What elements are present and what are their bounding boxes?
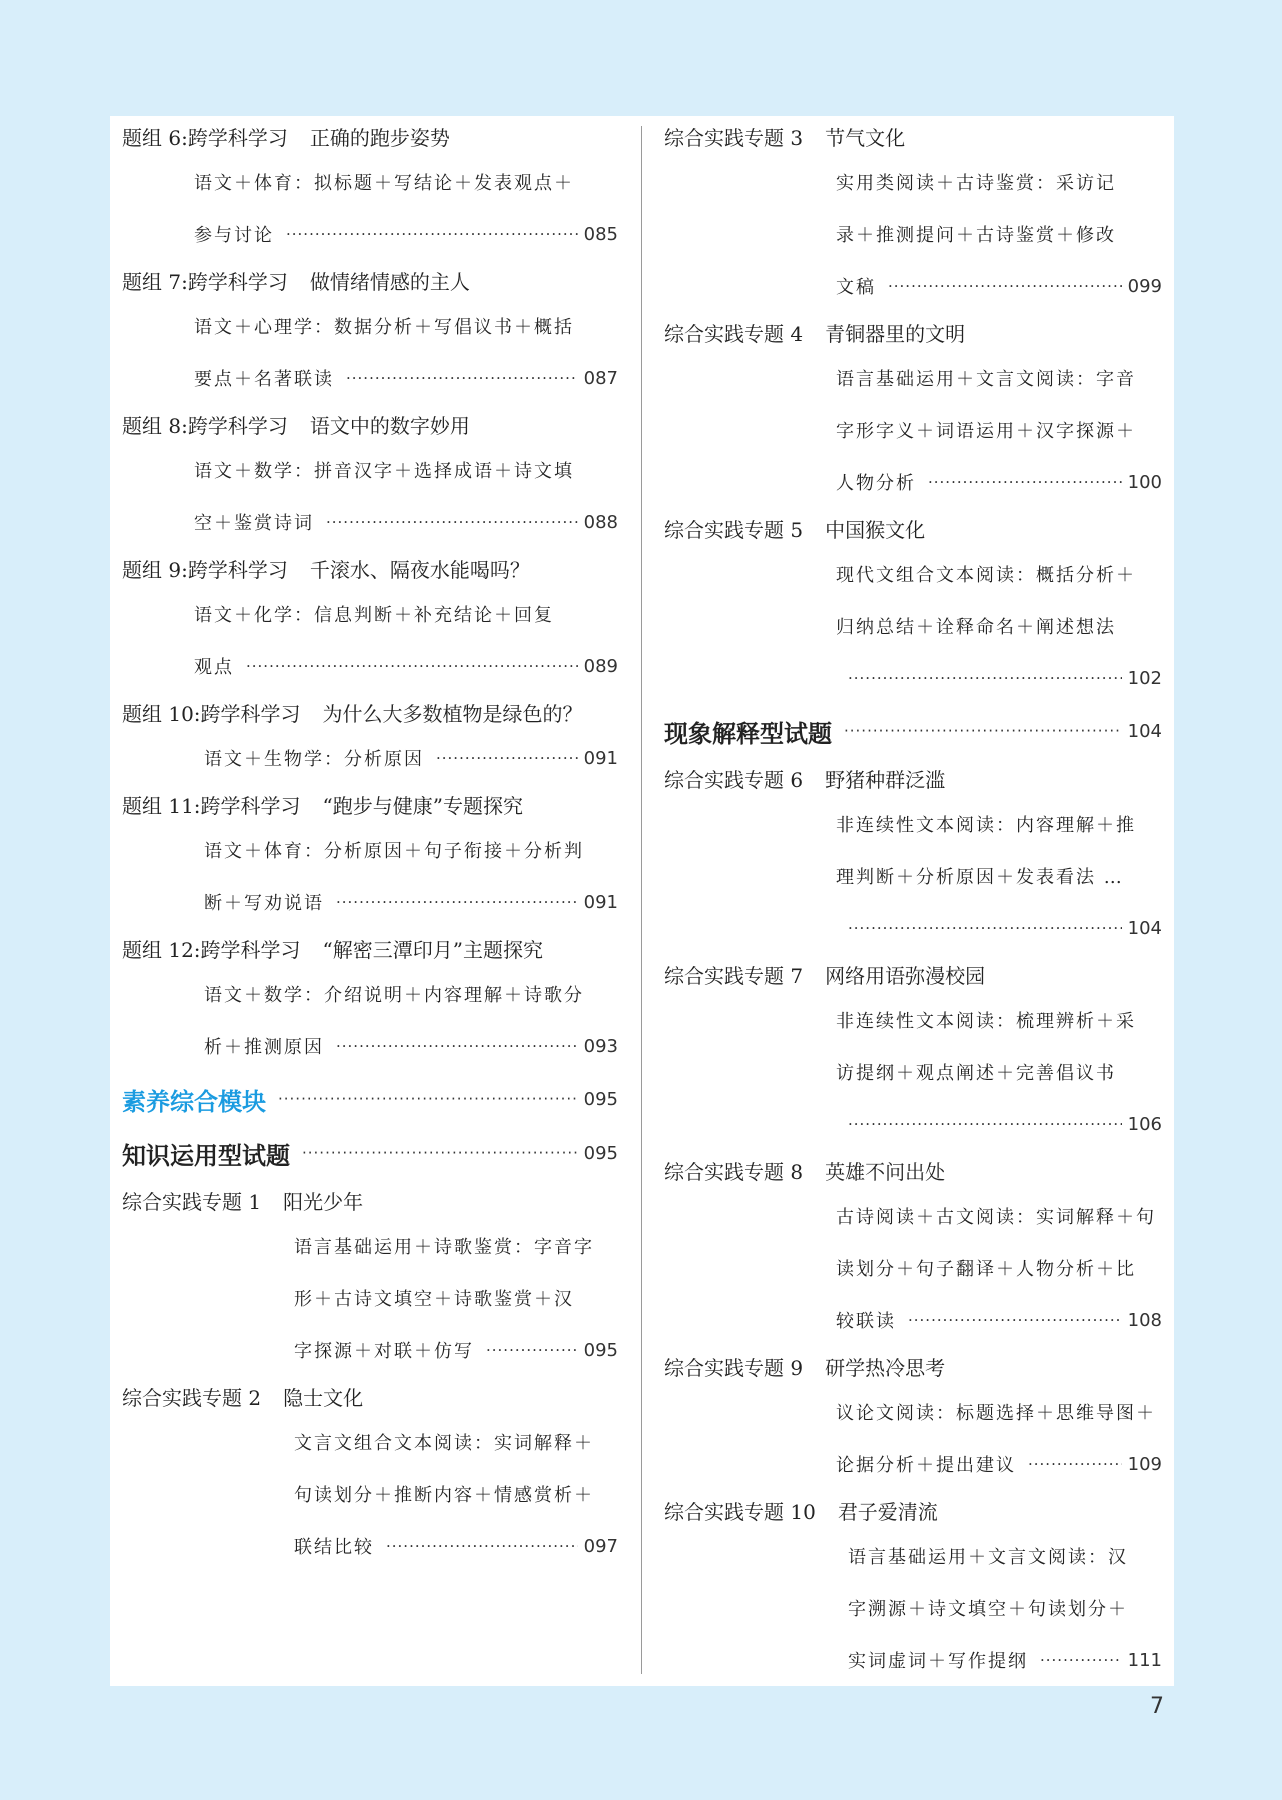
detail-text: 访提纲＋观点阐述＋完善倡议书 (836, 1063, 1116, 1084)
entry-title: 综合实践专题 3 (664, 125, 804, 150)
entry-subtitle: 节气文化 (825, 125, 906, 150)
page-ref: 104 (1127, 917, 1162, 939)
entry-heading (664, 954, 1162, 994)
entry-heading (664, 1346, 1162, 1386)
entry-heading (664, 1490, 1162, 1530)
page-ref: 100 (1127, 471, 1162, 493)
entry-detail (122, 824, 618, 928)
right-column (664, 116, 1162, 1686)
section-heading (122, 1126, 618, 1180)
detail-line (204, 876, 618, 928)
detail-line (836, 902, 1162, 954)
entry-subtitle: 网络用语弥漫校园 (825, 963, 986, 988)
entry-title: 综合实践专题 5 (664, 517, 804, 542)
page-ref: 104 (1127, 720, 1162, 742)
detail-text: 语文＋化学：信息判断＋补充结论＋回复 (194, 605, 554, 626)
entry-subtitle: 英雄不问出处 (825, 1159, 946, 1184)
entry-heading (664, 758, 1162, 798)
page-number: 7 (1150, 1694, 1164, 1719)
page-ref: 093 (583, 1035, 618, 1057)
entry-subtitle: 青铜器里的文明 (825, 321, 966, 346)
detail-text: 语文＋数学：拼音汉字＋选择成语＋诗文填 (194, 461, 574, 482)
detail-text: 语言基础运用＋文言文阅读：字音 (836, 369, 1136, 390)
entry-title: 综合实践专题 10 (664, 1499, 816, 1524)
dot-leader (486, 1341, 578, 1359)
detail-line (836, 850, 1162, 902)
detail-text: 非连续性文本阅读：梳理辨析＋采 (836, 1011, 1136, 1032)
entry-title: 题组 12:跨学科学习 (122, 937, 301, 962)
detail-text: 语文＋数学：介绍说明＋内容理解＋诗歌分 (204, 985, 584, 1006)
entry-subtitle: 千滚水、隔夜水能喝吗？ (309, 557, 530, 582)
detail-text: 参与讨论 (194, 225, 274, 246)
entry-heading (122, 692, 618, 732)
detail-line (294, 1324, 618, 1376)
dot-leader (848, 1115, 1122, 1133)
entry-heading (664, 508, 1162, 548)
dot-leader (844, 722, 1122, 740)
entry-title: 综合实践专题 1 (122, 1189, 262, 1214)
dot-leader (302, 1144, 578, 1162)
detail-line (848, 1634, 1162, 1686)
entry-title: 综合实践专题 9 (664, 1355, 804, 1380)
detail-text: 联结比较 (294, 1537, 374, 1558)
toc-entry (664, 758, 1162, 954)
page-ref: 095 (583, 1142, 618, 1164)
entry-subtitle: 君子爱清流 (837, 1499, 938, 1524)
detail-line (836, 1294, 1162, 1346)
detail-text: 现代文组合文本阅读：概括分析＋ (836, 565, 1136, 586)
dot-leader (1040, 1651, 1122, 1669)
detail-line (836, 548, 1162, 600)
detail-text: 观点 (194, 657, 234, 678)
entry-heading (664, 312, 1162, 352)
detail-text: 要点＋名著联读 (194, 369, 334, 390)
entry-subtitle: 隐士文化 (283, 1385, 364, 1410)
toc-entry (664, 1490, 1162, 1686)
entry-title: 题组 10:跨学科学习 (122, 701, 301, 726)
dot-leader (346, 369, 578, 387)
detail-line (836, 352, 1162, 404)
detail-line (836, 404, 1162, 456)
entry-detail (122, 444, 618, 548)
entry-heading (664, 116, 1162, 156)
toc-entry (664, 508, 1162, 704)
detail-text: 文稿 (836, 277, 876, 298)
entry-detail (664, 548, 1162, 704)
detail-line (204, 732, 618, 784)
page-ref: 108 (1127, 1309, 1162, 1331)
entry-heading (122, 784, 618, 824)
detail-text: 人物分析 (836, 473, 916, 494)
toc-entry (122, 260, 618, 404)
detail-text: 归纳总结＋诠释命名＋阐述想法 (836, 617, 1116, 638)
entry-detail (664, 352, 1162, 508)
detail-text: 析＋推测原因 (204, 1037, 324, 1058)
entry-title: 综合实践专题 2 (122, 1385, 262, 1410)
entry-title: 综合实践专题 6 (664, 767, 804, 792)
detail-text: 读划分＋句子翻译＋人物分析＋比 (836, 1259, 1136, 1280)
detail-line (836, 1046, 1162, 1098)
dot-leader (888, 277, 1122, 295)
detail-line (836, 652, 1162, 704)
detail-line (294, 1272, 618, 1324)
dot-leader (1028, 1455, 1122, 1473)
entry-detail (664, 156, 1162, 312)
page-ref: 087 (583, 367, 618, 389)
entry-title: 题组 7:跨学科学习 (122, 269, 288, 294)
entry-subtitle: “解密三潭印月”主题探究 (322, 937, 543, 962)
entry-heading (122, 404, 618, 444)
dot-leader (928, 473, 1122, 491)
detail-text: 语文＋体育：分析原因＋句子衔接＋分析判 (204, 841, 584, 862)
left-column (122, 116, 618, 1572)
detail-line (836, 1242, 1162, 1294)
toc-entry (122, 1376, 618, 1572)
detail-line (194, 208, 618, 260)
column-divider (641, 126, 642, 1674)
page-ref: 102 (1127, 667, 1162, 689)
entry-detail (664, 798, 1162, 954)
detail-line (836, 1098, 1162, 1150)
entry-detail (664, 1530, 1162, 1686)
detail-text: 古诗阅读＋古文阅读：实词解释＋句 (836, 1207, 1156, 1228)
detail-line (836, 456, 1162, 508)
detail-text: 形＋古诗文填空＋诗歌鉴赏＋汉 (294, 1289, 574, 1310)
entry-detail (664, 1190, 1162, 1346)
detail-line (836, 156, 1162, 208)
entry-detail (122, 1416, 618, 1572)
detail-text: 字溯源＋诗文填空＋句读划分＋ (848, 1599, 1128, 1620)
detail-line (848, 1582, 1162, 1634)
dot-leader (436, 749, 578, 767)
detail-line (294, 1520, 618, 1572)
toc-entry (664, 1150, 1162, 1346)
entry-heading (122, 1376, 618, 1416)
entry-subtitle: 阳光少年 (283, 1189, 364, 1214)
detail-line (194, 444, 618, 496)
dot-leader (336, 1037, 578, 1055)
detail-line (294, 1416, 618, 1468)
page-ref: 106 (1127, 1113, 1162, 1135)
entry-title: 综合实践专题 4 (664, 321, 804, 346)
detail-line (194, 352, 618, 404)
entry-title: 综合实践专题 8 (664, 1159, 804, 1184)
toc-entry (122, 692, 618, 784)
detail-text: 字探源＋对联＋仿写 (294, 1341, 474, 1362)
entry-title: 题组 8:跨学科学习 (122, 413, 288, 438)
detail-line (836, 1386, 1162, 1438)
detail-text: 字形字义＋词语运用＋汉字探源＋ (836, 421, 1136, 442)
detail-text: 非连续性文本阅读：内容理解＋推 (836, 815, 1136, 836)
detail-text: 录＋推测提问＋古诗鉴赏＋修改 (836, 225, 1116, 246)
entry-subtitle: 正确的跑步姿势 (309, 125, 450, 150)
detail-line (204, 1020, 618, 1072)
dot-leader (336, 893, 578, 911)
section-title: 素养综合模块 (122, 1087, 266, 1116)
detail-line (204, 968, 618, 1020)
entry-heading (122, 1180, 618, 1220)
detail-line (836, 1190, 1162, 1242)
toc-entry (122, 1180, 618, 1376)
section-heading (122, 1072, 618, 1126)
entry-heading (122, 116, 618, 156)
entry-subtitle: 做情绪情感的主人 (309, 269, 470, 294)
page-ref: 095 (583, 1339, 618, 1361)
page-ref: 111 (1127, 1649, 1162, 1671)
toc-entry (122, 548, 618, 692)
entry-heading (664, 1150, 1162, 1190)
toc-entry (664, 116, 1162, 312)
detail-text: 论据分析＋提出建议 (836, 1455, 1016, 1476)
detail-text: 语言基础运用＋文言文阅读：汉 (848, 1547, 1128, 1568)
detail-text: 语文＋心理学：数据分析＋写倡议书＋概括 (194, 317, 574, 338)
toc-entry (122, 116, 618, 260)
entry-detail (122, 156, 618, 260)
dot-leader (326, 513, 578, 531)
detail-line (836, 994, 1162, 1046)
detail-text: 语文＋体育：拟标题＋写结论＋发表观点＋ (194, 173, 574, 194)
detail-text: 实词虚词＋写作提纲 (848, 1651, 1028, 1672)
detail-line (294, 1468, 618, 1520)
page-ref: 089 (583, 655, 618, 677)
toc-entry (122, 784, 618, 928)
section-title: 知识运用型试题 (122, 1141, 290, 1170)
entry-title: 题组 11:跨学科学习 (122, 793, 301, 818)
page-ref: 099 (1127, 275, 1162, 297)
detail-line (836, 798, 1162, 850)
entry-heading (122, 928, 618, 968)
detail-text: 断＋写劝说语 (204, 893, 324, 914)
detail-line (836, 208, 1162, 260)
dot-leader (246, 657, 578, 675)
dot-leader (848, 669, 1122, 687)
entry-title: 题组 9:跨学科学习 (122, 557, 288, 582)
toc-entry (122, 928, 618, 1072)
toc-entry (664, 954, 1162, 1150)
detail-text: 句读划分＋推断内容＋情感赏析＋ (294, 1485, 594, 1506)
page-ref: 091 (583, 747, 618, 769)
detail-line (836, 260, 1162, 312)
detail-line (194, 300, 618, 352)
entry-detail (122, 1220, 618, 1376)
toc-entry (122, 404, 618, 548)
entry-heading (122, 260, 618, 300)
toc-entry (664, 1346, 1162, 1490)
dot-leader (286, 225, 578, 243)
detail-text: 语言基础运用＋诗歌鉴赏：字音字 (294, 1237, 594, 1258)
entry-subtitle: 研学热冷思考 (825, 1355, 946, 1380)
detail-line (294, 1220, 618, 1272)
page-ref: 085 (583, 223, 618, 245)
detail-text: 较联读 (836, 1311, 896, 1332)
page-ref: 088 (583, 511, 618, 533)
section-heading (664, 704, 1162, 758)
entry-subtitle: 语文中的数字妙用 (309, 413, 470, 438)
detail-text: 实用类阅读＋古诗鉴赏：采访记 (836, 173, 1116, 194)
detail-line (836, 600, 1162, 652)
detail-line (194, 156, 618, 208)
detail-line (194, 496, 618, 548)
dot-leader (278, 1090, 578, 1108)
entry-title: 题组 6:跨学科学习 (122, 125, 288, 150)
entry-subtitle: “跑步与健康”专题探究 (322, 793, 523, 818)
entry-title: 综合实践专题 7 (664, 963, 804, 988)
section-title: 现象解释型试题 (664, 719, 832, 748)
entry-detail (122, 300, 618, 404)
page-ref: 095 (583, 1088, 618, 1110)
entry-heading (122, 548, 618, 588)
detail-text: 理判断＋分析原因＋发表看法 … (836, 867, 1124, 888)
detail-text: 语文＋生物学：分析原因 (204, 749, 424, 770)
detail-line (194, 588, 618, 640)
detail-text: 议论文阅读：标题选择＋思维导图＋ (836, 1403, 1156, 1424)
dot-leader (908, 1311, 1122, 1329)
entry-subtitle: 野猪种群泛滥 (825, 767, 946, 792)
dot-leader (386, 1537, 578, 1555)
page-ref: 097 (583, 1535, 618, 1557)
detail-text: 空＋鉴赏诗词 (194, 513, 314, 534)
toc-entry (664, 312, 1162, 508)
detail-line (836, 1438, 1162, 1490)
entry-detail (122, 968, 618, 1072)
detail-line (848, 1530, 1162, 1582)
dot-leader (848, 919, 1122, 937)
entry-detail (664, 994, 1162, 1150)
detail-text: 文言文组合文本阅读：实词解释＋ (294, 1433, 594, 1454)
entry-subtitle: 为什么大多数植物是绿色的？ (322, 701, 583, 726)
detail-line (194, 640, 618, 692)
entry-subtitle: 中国猴文化 (825, 517, 926, 542)
page-ref: 091 (583, 891, 618, 913)
detail-line (204, 824, 618, 876)
entry-detail (122, 732, 618, 784)
page-ref: 109 (1127, 1453, 1162, 1475)
entry-detail (122, 588, 618, 692)
entry-detail (664, 1386, 1162, 1490)
